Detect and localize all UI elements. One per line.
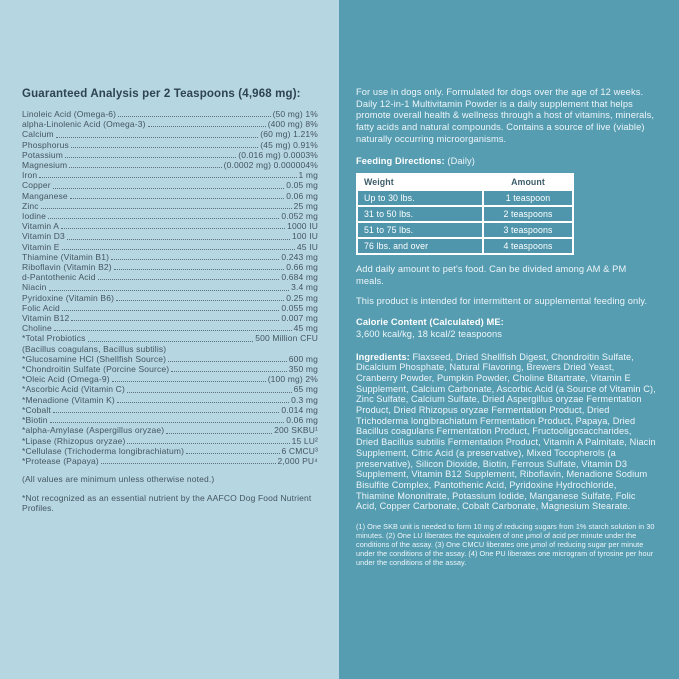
nutrient-value: 1 mg [298,170,318,181]
analysis-row [22,262,318,272]
feeding-table-row [357,190,573,206]
dotted-leader [117,402,289,403]
nutrient-value: 0.684 mg [281,272,318,283]
nutrient-name: Choline [22,323,52,334]
dotted-leader [50,422,285,423]
dotted-leader [116,300,284,301]
nutrient-name: *Menadione (Vitamin K) [22,394,115,405]
amount-column-header: Amount [483,174,573,190]
nutrient-value: 0.3 mg [291,394,318,405]
analysis-row [22,160,318,170]
nutrient-name: Manganese [22,190,68,201]
amount-cell: 2 teaspoons [483,206,573,222]
dotted-leader [61,228,285,229]
nutrient-name: Vitamin B12 [22,313,70,324]
ingredients-paragraph [356,352,656,513]
nutrient-name: *Cellulase (Trichoderma longibrachiatum) [22,445,185,456]
dotted-leader [118,116,270,117]
nutrient-name: *Lipase (Rhizopus oryzae) [22,435,126,446]
nutrient-value: 0.055 mg [281,302,318,313]
analysis-row [22,303,318,313]
analysis-row [22,436,318,446]
analysis-row [22,354,318,364]
analysis-row [22,221,318,231]
amount-cell: 3 teaspoons [483,222,573,238]
analysis-row [22,446,318,456]
nutrient-value: 600 mg [288,353,318,364]
analysis-row [22,211,318,221]
dotted-leader [98,279,280,280]
feeding-table [356,173,574,255]
analysis-row [22,150,318,160]
nutrient-name: Calcium [22,129,54,140]
nutrient-name: (Bacillus coagulans, Bacillus subtilis) [22,343,167,354]
nutrient-value: 0.25 mg [286,292,318,303]
nutrient-value: (100 mg) 2% [267,374,318,385]
nutrient-name: Vitamin E [22,241,60,252]
guaranteed-analysis-panel [0,0,339,679]
analysis-row [22,140,318,150]
nutrient-name: Riboflavin (Vitamin B2) [22,262,112,273]
dotted-leader [171,371,286,372]
nutrient-value: (0.016 mg) 0.0003% [238,149,318,160]
feeding-directions-frequency: (Daily) [447,155,475,166]
weight-cell: 76 lbs. and over [357,238,483,254]
weight-cell: 31 to 50 lbs. [357,206,483,222]
nutrient-name: *Glucosamine HCl (Shellfish Source) [22,353,167,364]
nutrient-value: 6 CMCU³ [281,445,318,456]
nutrient-name: Vitamin A [22,221,60,232]
nutrient-name: Phosphorus [22,139,69,150]
analysis-row [22,405,318,415]
nutrient-name: *Biotin [22,415,48,426]
nutrient-value: 0.014 mg [281,404,318,415]
analysis-row [22,180,318,190]
analysis-row [22,272,318,282]
nutrient-value: (50 mg) 1% [272,109,318,119]
dotted-leader [53,412,279,413]
nutrient-value: 0.05 mg [286,180,318,191]
dotted-leader [69,167,221,168]
nutrient-name: d-Pantothenic Acid [22,272,96,283]
nutrient-name: Zinc [22,200,39,211]
dotted-leader [127,392,292,393]
usage-description: For use in dogs only. Formulated for dogs over the age of 12 weeks. Daily 12-in-1 Multivitamin Powder is a daily supplement that helps promote overall health & wellness through a host of vitamins, minerals, fatty acids and natural compounds. Contains a source of live (viable) naturally occurring microorganisms. [356,87,655,144]
add-to-food-note: Add daily amount to pet's food. Can be divided among AM & PM meals. [356,264,627,286]
ingredients-label: Ingredients: [356,351,410,362]
analysis-row [22,456,318,466]
amount-cell: 1 teaspoon [483,190,573,206]
dotted-leader [168,361,287,362]
nutrient-value: 500 Million CFU [255,333,318,344]
weight-cell: 51 to 75 lbs. [357,222,483,238]
nutrient-value: 200 SKBU¹ [274,425,318,436]
nutrient-value: (45 mg) 0.91% [260,139,318,150]
nutrient-value: 45 mg [293,323,318,334]
dotted-leader [62,249,295,250]
nutrient-value: 0.66 mg [286,262,318,273]
dotted-leader [88,341,254,342]
nutrient-name: Magnesium [22,160,68,171]
nutrient-value: 350 mg [288,364,318,375]
nutrient-name: Linoleic Acid (Omega-6) [22,109,117,119]
nutrient-value: 2,000 PU⁴ [277,455,318,466]
analysis-row [22,129,318,139]
nutrient-value: 0.007 mg [281,313,318,324]
minimum-values-note: (All values are minimum unless otherwise noted.) [22,474,215,485]
nutrient-name: Niacin [22,282,47,293]
nutrient-value: 15 LU² [291,435,318,446]
dotted-leader [111,259,279,260]
nutrient-value: 0.243 mg [281,251,318,262]
analysis-row [22,374,318,384]
analysis-row [22,313,318,323]
dotted-leader [70,198,284,199]
nutrient-name: *Oleic Acid (Omega-9) [22,374,110,385]
weight-cell: Up to 30 lbs. [357,190,483,206]
aafco-note: *Not recognized as an essential nutrient by the AAFCO Dog Food Nutrient Profiles. [22,492,312,514]
nutrient-value: 100 IU [292,231,318,242]
dotted-leader [53,188,284,189]
dotted-leader [65,157,236,158]
nutrient-name: *Total Probiotics [22,333,86,344]
nutrient-name: Iron [22,170,38,181]
nutrient-name: Thiamine (Vitamin B1) [22,251,110,262]
nutrient-value: 45 IU [296,241,318,252]
nutrient-value: 25 mg [293,200,318,211]
calorie-content-value: 3,600 kcal/kg, 18 kcal/2 teaspoons [356,329,503,340]
nutrient-name: alpha-Linolenic Acid (Omega-3) [22,119,146,130]
nutrient-name: Potassium [22,149,64,160]
analysis-row [22,364,318,374]
calorie-content-heading: Calorie Content (Calculated) ME: [356,316,504,327]
dotted-leader [166,433,272,434]
nutrient-value: (0.0002 mg) 0.000004% [223,160,318,171]
analysis-row [22,252,318,262]
nutrient-value: 3.4 mg [291,282,318,293]
nutrient-name: Vitamin D3 [22,231,65,242]
dotted-leader [114,269,284,270]
feeding-table-row [357,222,573,238]
analysis-row [22,242,318,252]
directions-panel [339,0,679,679]
nutrient-name: *Ascorbic Acid (Vitamin C) [22,384,125,395]
analysis-row [22,395,318,405]
dotted-leader [112,381,266,382]
dotted-leader [62,310,279,311]
nutrient-value: 1000 IU [287,221,318,232]
analysis-row [22,333,318,343]
nutrient-name: *Protease (Papaya) [22,455,99,466]
dotted-leader [71,147,258,148]
dotted-leader [148,126,266,127]
ingredients-list-text: Flaxseed, Dried Shellfish Digest, Chondroitin Sulfate, Dicalcium Phosphate, Natural Flavoring, Brewers Dried Yeast, Cranberry Powder, Pumpkin Powder, Choline Bitartrate, Vitamin E Supplement, Calcium Carbonate, Ascorbic Acid (a Source of Vitamin C), Zinc Sulfate, Calcium Sulfate, Dried Aspergillus oryzae Fermentation Product, Dried Rhizopus oryzae Fermentation Product, Dried Trichoderma longibrachiatum Fermentation Product, Papaya, Dried Bacillus coagulans Fermentation Product, Fructooligosaccharides, Dried Bacillus subtilis Fermentation Product, Vitamin A Palmitate, Niacin Supplement, Citric Acid (a preservative), Mixed Tocopherols (a preservative), Silicon Dioxide, Biotin, Ferrous Sulfate, Vitamin D3 Supplement, Vitamin B12 Supplement, Riboflavin, Menadione Sodium Bisulfite Complex, Pantothenic Acid, Pyridoxine Hydrochloride, Thiamine Mononitrate, Potassium Iodide, Manganese Sulfate, Folic Acid, Copper Carbonate, Cobalt Carbonate, Magnesium Stearate. [356,351,656,512]
dotted-leader [71,320,279,321]
nutrient-value: (400 mg) 8% [267,119,318,130]
nutrient-name: *Cobalt [22,404,51,415]
dotted-leader [186,453,279,454]
feeding-directions-heading [356,156,656,168]
dotted-leader [48,218,279,219]
dotted-leader [41,208,292,209]
nutrient-name: *Chondroitin Sulfate (Porcine Source) [22,364,170,375]
nutrient-name: Folic Acid [22,302,60,313]
enzyme-unit-footnotes: (1) One SKB unit is needed to form 10 mg of reducing sugars from 1% starch solution in 30 minutes. (2) One LU liberates the equivalent of one μmol of acid per minute under the conditions of the assay. (3) One CMCU liberates one μmol of reducing sugar per minute under the conditions of the assay. (4) One PU liberates one microgram of tyrosine per hour under the conditions of the assay. [356,522,655,568]
analysis-row [22,191,318,201]
feeding-directions-label: Feeding Directions: [356,155,445,166]
dotted-leader [101,463,276,464]
nutrient-value: 0.052 mg [281,211,318,222]
guaranteed-analysis-title: Guaranteed Analysis per 2 Teaspoons (4,968 mg): [22,88,301,100]
analysis-row [22,293,318,303]
analysis-row [22,323,318,333]
analysis-row [22,119,318,129]
analysis-row [22,344,318,354]
dotted-leader [67,239,290,240]
feeding-table-header-row [357,174,573,190]
feeding-table-row [357,206,573,222]
analysis-row [22,384,318,394]
nutrient-value: 0.06 mg [286,415,318,426]
intermittent-feeding-note: This product is intended for intermittent or supplemental feeding only. [356,296,648,307]
nutrient-value: 65 mg [293,384,318,395]
guaranteed-analysis-list [22,109,318,466]
nutrient-name: *alpha-Amylase (Aspergillus oryzae) [22,425,165,436]
dotted-leader [56,137,259,138]
nutrient-name: Pyridoxine (Vitamin B6) [22,292,115,303]
dotted-leader [49,290,290,291]
dotted-leader [127,443,289,444]
analysis-row [22,231,318,241]
nutrient-name: Copper [22,180,51,191]
analysis-row [22,425,318,435]
analysis-row [22,282,318,292]
feeding-table-row [357,238,573,254]
analysis-row [22,415,318,425]
analysis-row [22,201,318,211]
analysis-row [22,170,318,180]
weight-column-header: Weight [357,174,483,190]
nutrient-value: (60 mg) 1.21% [260,129,318,140]
amount-cell: 4 teaspoons [483,238,573,254]
nutrient-name: Iodine [22,211,47,222]
analysis-row [22,109,318,119]
nutrient-value: 0.06 mg [286,190,318,201]
dotted-leader [39,177,296,178]
dotted-leader [54,330,292,331]
